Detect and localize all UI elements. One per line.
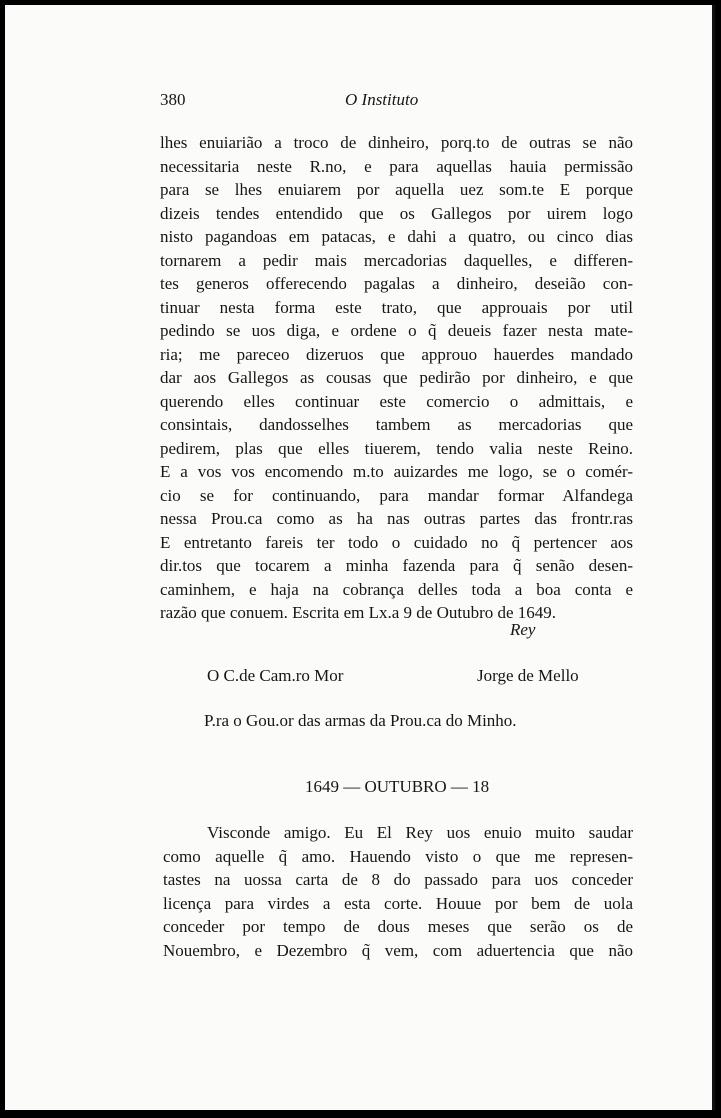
signature: Rey (510, 620, 536, 639)
document-page (5, 5, 715, 1110)
signatory-left: O C.de Cam.ro Mor (207, 666, 344, 685)
text-line: dar aos Gallegos as cousas que pedirão por dinheiro, e que (160, 368, 633, 387)
text-line: ria; me pareceo dizeruos que approuo hauerdes mandado (160, 344, 633, 364)
text-line: querendo elles continuar este comercio o admittais, e (160, 391, 633, 411)
text-line: Nouembro, e Dezembro q̃ vem, com aduertencia que não (163, 940, 633, 960)
text-line: razão que conuem. Escrita em Lx.a 9 de Outubro de 1649. (160, 603, 557, 622)
text-line: caminhem, e haja na cobrança delles toda a boa conta e (160, 579, 633, 599)
section-heading: 1649 — OUTUBRO — 18 (305, 777, 490, 796)
page-header (160, 90, 630, 116)
letter-1-body (160, 131, 633, 625)
text-line: tes generos offerecendo pagalas a dinheiro, deseião con- (160, 274, 633, 293)
text-line: cio se for continuando, para mandar formar Alfandega (160, 485, 633, 505)
text-line: nessa Prou.ca como as ha nas outras partes das frontr.ras (160, 509, 633, 528)
text-line: tornarem a pedir mais mercadorias daquelles, e differen- (160, 250, 633, 270)
text-line: E a vos vos encomendo m.to auizardes me logo, se o comér- (160, 462, 633, 481)
text-line: lhes enuiarião a troco de dinheiro, porq.to de outras se não (160, 133, 633, 152)
text-line: como aquelle q̃ amo. Hauendo visto o que me represen- (163, 846, 633, 866)
text-line: para se lhes enuiarem por aquella uez som.te E porque (160, 180, 633, 199)
page-number: 380 (160, 90, 186, 109)
text-line: dizeis tendes entendido que os Gallegos por uirem logo (160, 203, 633, 223)
text-line: Visconde amigo. Eu El Rey uos enuio muito saudar (207, 823, 633, 842)
text-line: tastes na uossa carta de 8 do passado para uos conceder (163, 870, 633, 889)
text-line: nisto pagandoas em patacas, e dahi a quatro, ou cinco dias (160, 227, 633, 246)
letter-2-body (163, 821, 633, 962)
text-line: licença para virdes a esta corte. Houue por bem de uola (163, 893, 633, 913)
text-line: E entretanto fareis ter todo o cuidado no q̃ pertencer aos (160, 532, 633, 552)
text-line: necessitaria neste R.no, e para aquellas hauia permissão (160, 156, 633, 176)
signatory-right: Jorge de Mello (477, 666, 579, 685)
text-line: tinuar nesta forma este trato, que approuais por util (160, 297, 633, 317)
text-line: conceder por tempo de dous meses que serão os de (163, 917, 633, 936)
text-line: consintais, dandosselhes tambem as mercadorias que (160, 415, 633, 434)
running-title: O Instituto (345, 90, 419, 109)
letter-address: P.ra o Gou.or das armas da Prou.ca do Minho. (204, 711, 517, 730)
text-line: dir.tos que tocarem a minha fazenda para q̃ senão desen- (160, 556, 633, 575)
text-line: pedindo se uos diga, e ordene o q̃ deueis fazer nesta mate- (160, 321, 633, 340)
signatories (197, 666, 597, 690)
text-line: pedirem, plas que elles tiuerem, tendo valia neste Reino. (160, 438, 633, 458)
